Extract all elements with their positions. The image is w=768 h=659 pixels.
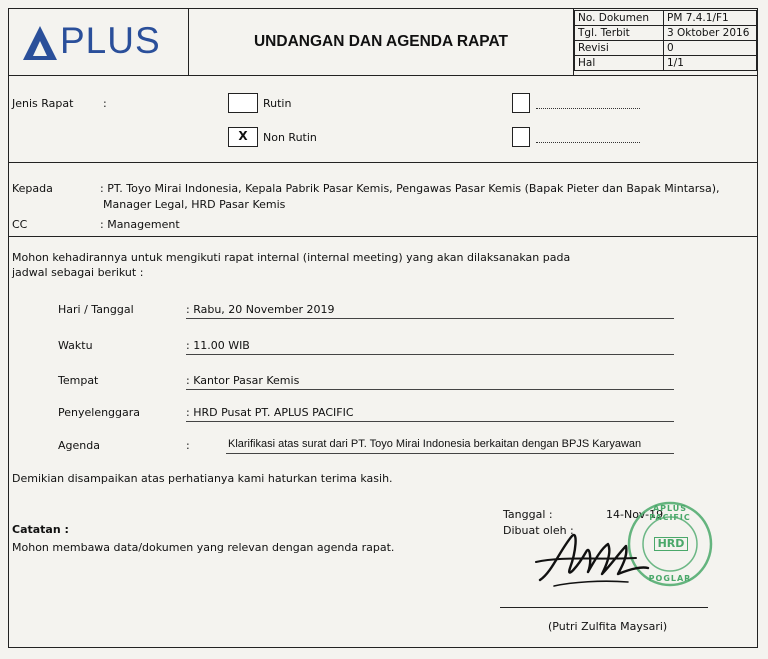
meeting-type-label: Jenis Rapat <box>12 97 74 110</box>
closing-text: Demikian disampaikan atas perhatianya kami haturkan terima kasih. <box>12 472 393 485</box>
meta-label: Hal <box>575 56 664 71</box>
frame-left <box>8 8 9 648</box>
logo-a-mark-icon <box>22 25 58 61</box>
frame-bottom <box>8 647 758 648</box>
detail-place-label: Tempat <box>58 374 99 387</box>
recipients-divider <box>8 236 758 237</box>
other-type-checkbox-1[interactable] <box>512 93 530 113</box>
cc-label: CC <box>12 218 28 231</box>
kepada-label: Kepada <box>12 182 53 195</box>
notes-text: Mohon membawa data/dokumen yang relevan dengan agenda rapat. <box>12 541 395 554</box>
detail-date-value: : Rabu, 20 November 2019 <box>186 303 335 316</box>
page-title: UNDANGAN DAN AGENDA RAPAT <box>253 33 509 50</box>
meta-label: Tgl. Terbit <box>575 26 664 41</box>
stamp-text: APLUS PACIFIC <box>649 504 691 522</box>
notes-label: Catatan : <box>12 523 69 536</box>
stamp-bottom-text: POGLAR <box>648 574 692 583</box>
meta-value: 3 Oktober 2016 <box>664 26 757 41</box>
frame-right <box>757 8 758 648</box>
meta-row <box>575 41 757 56</box>
detail-organizer-value: : HRD Pusat PT. APLUS PACIFIC <box>186 406 354 419</box>
non-rutin-label: Non Rutin <box>263 131 317 144</box>
meta-value: 1/1 <box>664 56 757 71</box>
company-logo <box>22 22 178 64</box>
other-type-checkbox-2[interactable] <box>512 127 530 147</box>
meta-row <box>575 26 757 41</box>
stamp-center: HRD <box>654 537 688 551</box>
kepada-value-line2: Manager Legal, HRD Pasar Kemis <box>103 198 286 211</box>
detail-organizer-label: Penyelenggara <box>58 406 141 419</box>
meta-row <box>575 56 757 71</box>
other-type-line-2 <box>536 142 640 143</box>
signature-made-by-label: Dibuat oleh : <box>503 524 574 537</box>
logo-text: PLUS <box>60 20 161 61</box>
agenda-underline <box>226 453 674 454</box>
signer-name: (Putri Zulfita Maysari) <box>548 620 668 633</box>
meeting-type-divider <box>8 162 758 163</box>
meta-value: 0 <box>664 41 757 56</box>
detail-place-value: : Kantor Pasar Kemis <box>186 374 300 387</box>
signature-date-value: 14-Nov-19 <box>606 508 664 521</box>
header-divider <box>8 75 758 76</box>
rutin-label: Rutin <box>263 97 292 110</box>
detail-place-underline <box>186 389 674 390</box>
kepada-value-line1: : PT. Toyo Mirai Indonesia, Kepala Pabrik Pasar Kemis, Pengawas Pasar Kemis (Bapak Pieter dan Bapak Mintarsa), <box>100 182 720 195</box>
detail-time-label: Waktu <box>58 339 93 352</box>
detail-time-value: : 11.00 WIB <box>186 339 250 352</box>
detail-date-label: Hari / Tanggal <box>58 303 134 316</box>
intro-line-2: jadwal sebagai berikut : <box>12 266 144 279</box>
non-rutin-checkbox[interactable]: X <box>228 127 258 147</box>
agenda-value: Klarifikasi atas surat dari PT. Toyo Mirai Indonesia berkaitan dengan BPJS Karyawan <box>228 438 642 450</box>
other-type-line-1 <box>536 108 640 109</box>
signature-line <box>500 607 708 608</box>
detail-organizer-underline <box>186 421 674 422</box>
meta-label: Revisi <box>575 41 664 56</box>
cc-value: : Management <box>100 218 180 231</box>
meta-label: No. Dokumen <box>575 11 664 26</box>
meeting-type-colon: : <box>103 97 107 110</box>
meta-row <box>575 11 757 26</box>
document-meta-table <box>574 10 757 71</box>
meta-value: PM 7.4.1/F1 <box>664 11 757 26</box>
agenda-label: Agenda <box>58 439 100 452</box>
rutin-checkbox[interactable] <box>228 93 258 113</box>
signature-date-label: Tanggal : <box>503 508 553 521</box>
detail-time-underline <box>186 354 674 355</box>
frame-top <box>8 8 758 9</box>
intro-line-1: Mohon kehadirannya untuk mengikuti rapat internal (internal meeting) yang akan dilaksanakan pada <box>12 251 571 264</box>
agenda-colon: : <box>186 439 190 452</box>
handwritten-signature-icon <box>532 522 652 594</box>
detail-date-underline <box>186 318 674 319</box>
